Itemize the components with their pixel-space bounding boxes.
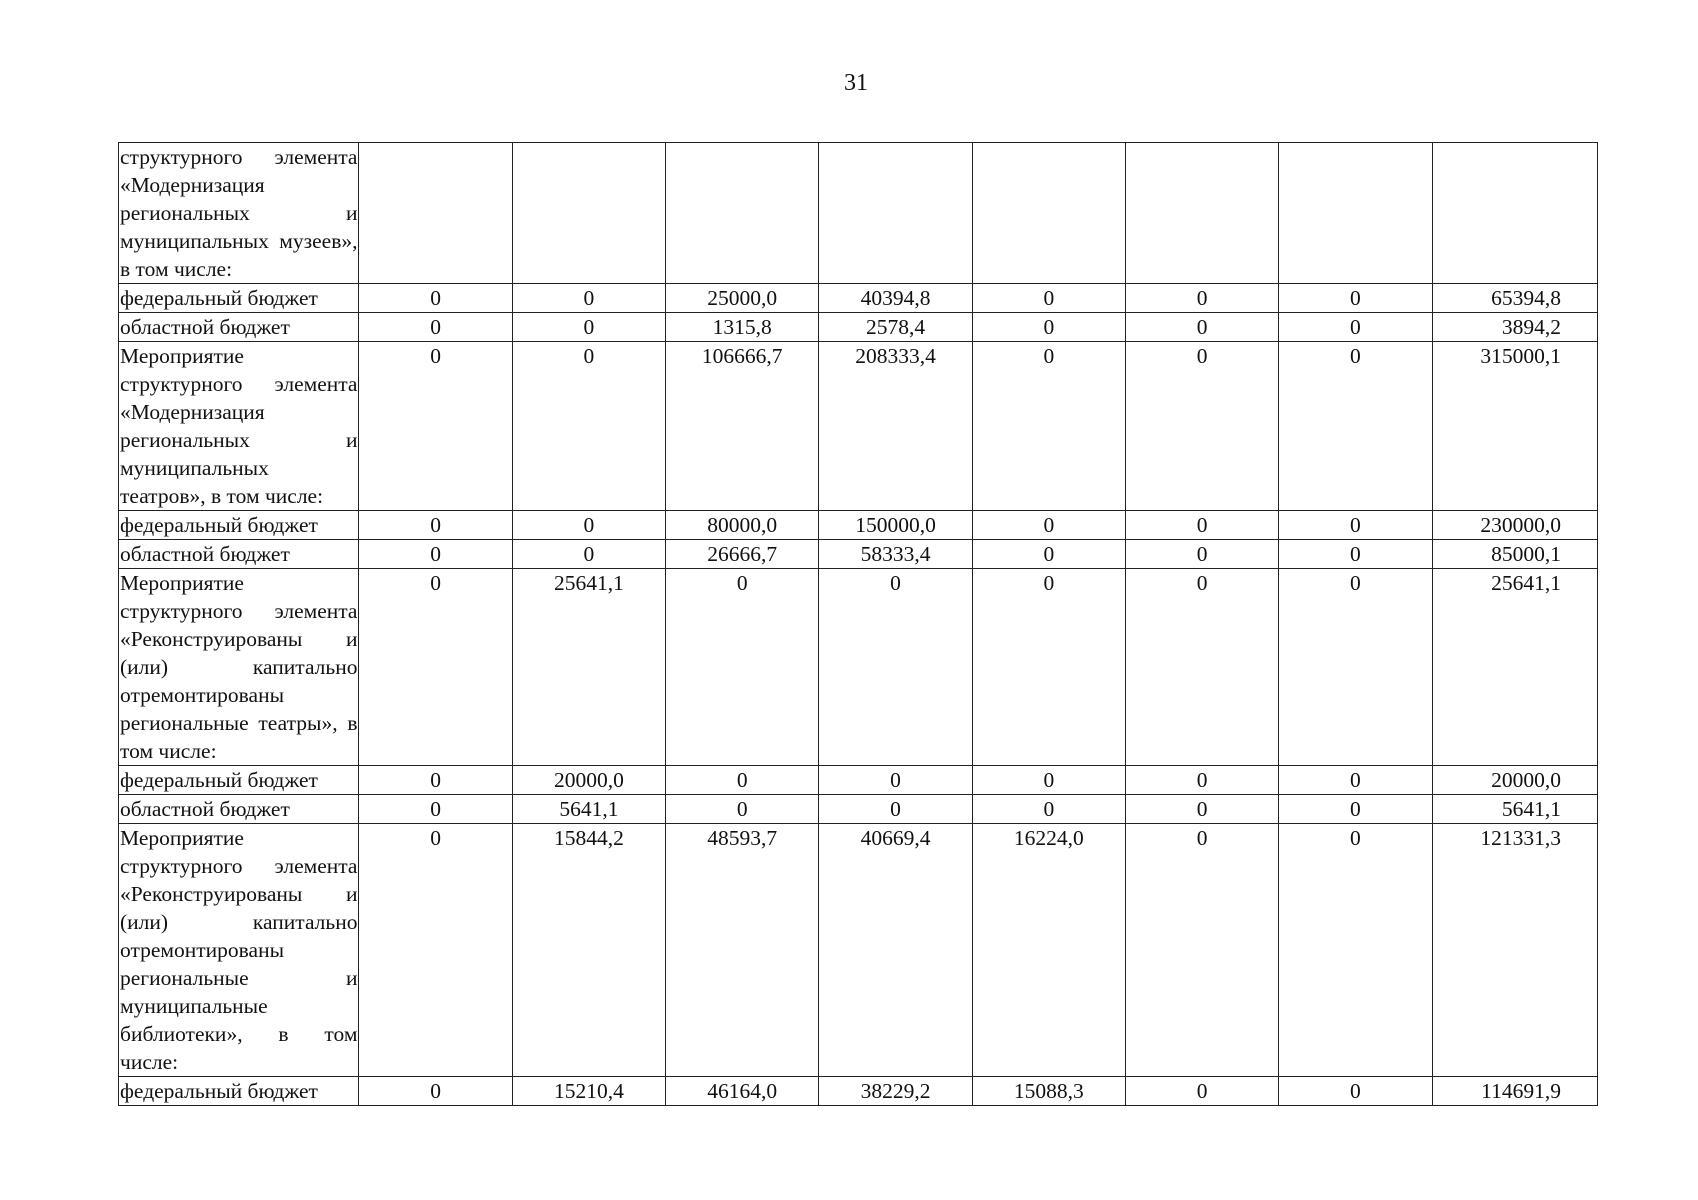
row-label: областной бюджет [119, 540, 359, 569]
value-cell: 0 [819, 569, 972, 766]
value-cell: 0 [1125, 795, 1278, 824]
value-cell: 46164,0 [666, 1077, 819, 1106]
value-cell: 0 [972, 766, 1125, 795]
value-cell: 0 [972, 284, 1125, 313]
value-cell: 0 [359, 284, 512, 313]
value-cell: 16224,0 [972, 824, 1125, 1077]
value-cell: 0 [512, 511, 665, 540]
row-label: областной бюджет [119, 795, 359, 824]
value-cell [972, 143, 1125, 284]
value-cell: 0 [1125, 313, 1278, 342]
value-cell [512, 143, 665, 284]
value-cell: 0 [972, 795, 1125, 824]
value-cell: 48593,7 [666, 824, 819, 1077]
value-cell: 0 [1279, 284, 1432, 313]
value-cell: 0 [512, 284, 665, 313]
value-cell: 0 [512, 540, 665, 569]
value-cell: 20000,0 [512, 766, 665, 795]
value-cell: 0 [359, 795, 512, 824]
value-cell: 25641,1 [512, 569, 665, 766]
total-cell: 5641,1 [1432, 795, 1597, 824]
value-cell: 0 [359, 511, 512, 540]
table-row [119, 342, 1598, 511]
total-cell: 315000,1 [1432, 342, 1597, 511]
value-cell: 0 [972, 342, 1125, 511]
value-cell: 0 [1279, 569, 1432, 766]
value-cell: 0 [1125, 824, 1278, 1077]
value-cell: 0 [512, 313, 665, 342]
value-cell: 0 [359, 313, 512, 342]
value-cell [1279, 143, 1432, 284]
value-cell: 0 [666, 569, 819, 766]
page-number: 31 [844, 70, 868, 96]
value-cell: 0 [1279, 824, 1432, 1077]
value-cell: 26666,7 [666, 540, 819, 569]
value-cell: 0 [1279, 511, 1432, 540]
table-row [119, 569, 1598, 766]
value-cell: 0 [1125, 511, 1278, 540]
value-cell: 0 [1279, 1077, 1432, 1106]
value-cell: 150000,0 [819, 511, 972, 540]
row-label: федеральный бюджет [119, 284, 359, 313]
value-cell: 40669,4 [819, 824, 972, 1077]
row-label: Мероприятие структурного элемента «Реконструированы и (или) капитально отремонтированы региональные театры», в том числе: [119, 569, 359, 766]
value-cell: 0 [359, 766, 512, 795]
value-cell: 0 [1125, 284, 1278, 313]
value-cell: 2578,4 [819, 313, 972, 342]
total-cell: 25641,1 [1432, 569, 1597, 766]
value-cell: 1315,8 [666, 313, 819, 342]
total-cell: 3894,2 [1432, 313, 1597, 342]
value-cell: 0 [972, 569, 1125, 766]
value-cell: 0 [972, 313, 1125, 342]
table-row [119, 824, 1598, 1077]
value-cell: 0 [1279, 342, 1432, 511]
row-label: федеральный бюджет [119, 511, 359, 540]
value-cell: 0 [819, 766, 972, 795]
total-cell [1432, 143, 1597, 284]
table-row [119, 1077, 1598, 1106]
row-label: структурного элемента «Модернизация региональных и муниципальных музеев», в том числе: [119, 143, 359, 284]
value-cell: 0 [1125, 342, 1278, 511]
value-cell: 0 [359, 824, 512, 1077]
value-cell: 0 [666, 766, 819, 795]
total-cell: 121331,3 [1432, 824, 1597, 1077]
value-cell: 0 [359, 1077, 512, 1106]
table-row [119, 313, 1598, 342]
value-cell: 40394,8 [819, 284, 972, 313]
value-cell: 0 [1279, 313, 1432, 342]
value-cell: 15088,3 [972, 1077, 1125, 1106]
value-cell: 15210,4 [512, 1077, 665, 1106]
value-cell [819, 143, 972, 284]
value-cell [666, 143, 819, 284]
value-cell: 0 [819, 795, 972, 824]
row-label: Мероприятие структурного элемента «Реконструированы и (или) капитально отремонтированы региональные и муниципальные библиотеки», в том числе: [119, 824, 359, 1077]
value-cell: 208333,4 [819, 342, 972, 511]
table-row [119, 511, 1598, 540]
value-cell: 0 [1279, 795, 1432, 824]
value-cell: 0 [972, 511, 1125, 540]
total-cell: 65394,8 [1432, 284, 1597, 313]
total-cell: 230000,0 [1432, 511, 1597, 540]
value-cell: 0 [1125, 766, 1278, 795]
row-label: федеральный бюджет [119, 1077, 359, 1106]
table-row [119, 795, 1598, 824]
value-cell: 15844,2 [512, 824, 665, 1077]
value-cell: 0 [1125, 540, 1278, 569]
total-cell: 114691,9 [1432, 1077, 1597, 1106]
table-row [119, 284, 1598, 313]
value-cell: 0 [1125, 1077, 1278, 1106]
row-label: областной бюджет [119, 313, 359, 342]
row-label: Мероприятие структурного элемента «Модернизация региональных и муниципальных театров», в том числе: [119, 342, 359, 511]
value-cell: 5641,1 [512, 795, 665, 824]
value-cell: 0 [1279, 766, 1432, 795]
value-cell: 106666,7 [666, 342, 819, 511]
table-row [119, 143, 1598, 284]
budget-table [118, 142, 1598, 1106]
value-cell [1125, 143, 1278, 284]
value-cell: 58333,4 [819, 540, 972, 569]
value-cell: 25000,0 [666, 284, 819, 313]
value-cell: 38229,2 [819, 1077, 972, 1106]
value-cell: 80000,0 [666, 511, 819, 540]
value-cell: 0 [1125, 569, 1278, 766]
value-cell: 0 [666, 795, 819, 824]
value-cell: 0 [359, 342, 512, 511]
value-cell: 0 [972, 540, 1125, 569]
value-cell: 0 [1279, 540, 1432, 569]
value-cell: 0 [359, 569, 512, 766]
total-cell: 85000,1 [1432, 540, 1597, 569]
table-row [119, 540, 1598, 569]
table-row [119, 766, 1598, 795]
value-cell: 0 [512, 342, 665, 511]
value-cell [359, 143, 512, 284]
value-cell: 0 [359, 540, 512, 569]
row-label: федеральный бюджет [119, 766, 359, 795]
total-cell: 20000,0 [1432, 766, 1597, 795]
